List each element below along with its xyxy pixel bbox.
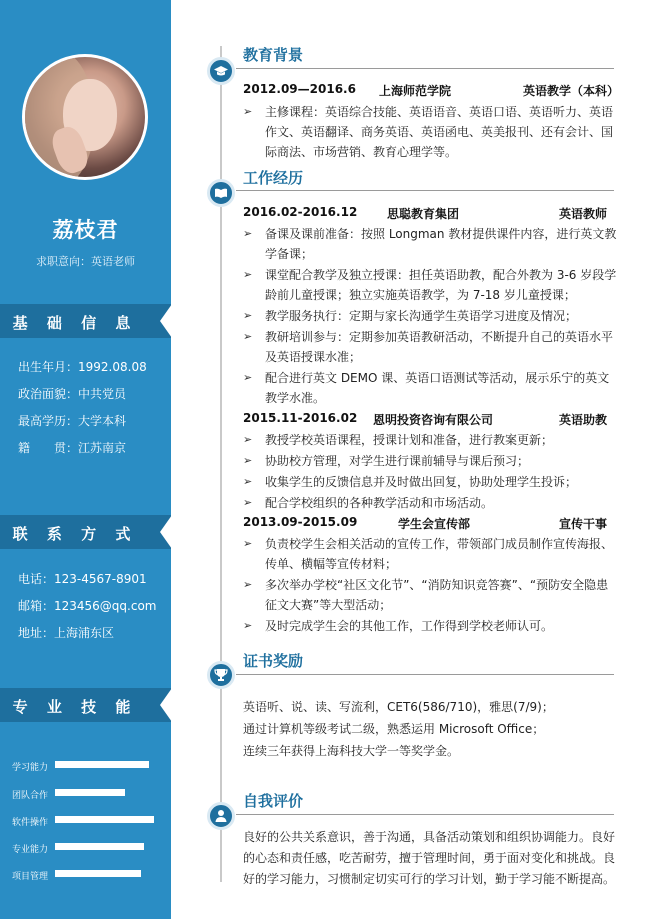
certificates-rule — [236, 674, 614, 675]
job-company: 学生会宣传部 — [398, 517, 471, 531]
skill-bar-fill — [55, 870, 141, 877]
skill-bar-fill — [55, 816, 154, 823]
arrow-icon: ➢ — [243, 268, 253, 281]
contact-address: 地址：上海浦东区 — [18, 626, 115, 640]
job-period: 2016.02-2016.12 — [243, 205, 358, 219]
education-rule — [236, 68, 614, 69]
skills-heading-label: 专 业 技 能 — [12, 698, 138, 716]
skill-label-professional: 专业能力 — [12, 845, 49, 855]
arrow-icon: ➢ — [243, 578, 253, 591]
avatar-photo — [25, 57, 145, 177]
education-school: 上海师范学院 — [379, 84, 452, 98]
skill-bar-professional — [55, 843, 159, 850]
skill-bar-teamwork — [55, 789, 159, 796]
skill-bar-project — [55, 870, 159, 877]
arrow-icon: ➢ — [243, 537, 253, 550]
job-bullet: ➢ 协助校方管理，对学生进行课前辅导与课后预习； — [243, 451, 617, 471]
skill-label-teamwork: 团队合作 — [12, 791, 49, 801]
info-politics: 政治面貌：中共党员 — [18, 387, 127, 401]
education-period: 2012.09—2016.6 — [243, 82, 356, 96]
arrow-icon: ➢ — [243, 454, 253, 467]
skill-label-software: 软件操作 — [12, 818, 49, 828]
job-role: 宣传干事 — [559, 517, 608, 531]
job-bullet: ➢ 多次举办学校“社区文化节”、“消防知识竞答赛”、“预防安全隐患征文大赛”等大型活动； — [243, 575, 617, 615]
book-icon — [207, 179, 235, 207]
skill-bar-learning — [55, 761, 159, 768]
contact-phone: 电话：123-4567-8901 — [18, 572, 147, 586]
work-rule — [236, 190, 614, 191]
timeline-line — [220, 46, 222, 882]
arrow-icon: ➢ — [243, 371, 253, 384]
info-hometown: 籍 贯：江苏南京 — [18, 441, 127, 455]
basic-info-heading-label: 基 础 信 息 — [12, 314, 138, 332]
contact-heading-label: 联 系 方 式 — [12, 525, 138, 543]
job-role: 英语教师 — [559, 207, 608, 221]
info-birth: 出生年月：1992.08.08 — [18, 360, 147, 374]
contact-email: 邮箱：123456@qq.com — [18, 599, 157, 613]
arrow-icon: ➢ — [243, 619, 253, 632]
job-bullet: ➢ 收集学生的反馈信息并及时做出回复，协助处理学生投诉； — [243, 472, 617, 492]
self-eval-text: 良好的公共关系意识，善于沟通，具备活动策划和组织协调能力。良好的心态和责任感，吃苦耐劳，擅于管理时间，勇于面对变化和挑战。良好的学习能力，习惯制定切实可行的学习计划，勤于学习能不断提高。 — [243, 830, 616, 886]
candidate-name: 荔枝君 — [52, 218, 119, 242]
education-major: 英语教学（本科） — [523, 84, 620, 98]
self-eval-rule — [236, 814, 614, 815]
arrow-icon: ➢ — [243, 433, 253, 446]
certificates-title: 证书奖励 — [243, 652, 304, 670]
job-company: 恩明投资咨询有限公司 — [373, 413, 494, 427]
education-title: 教育背景 — [243, 46, 304, 64]
skills-heading — [0, 688, 171, 722]
job-company: 思聪教育集团 — [387, 207, 460, 221]
job-bullet: ➢ 及时完成学生会的其他工作，工作得到学校老师认可。 — [243, 616, 617, 636]
work-title: 工作经历 — [243, 169, 304, 187]
arrow-icon: ➢ — [243, 475, 253, 488]
job-role: 英语助教 — [559, 413, 608, 427]
job-bullet: ➢ 负责校学生会相关活动的宣传工作，带领部门成员制作宣传海报、传单、横幅等宣传材料； — [243, 534, 617, 574]
skill-label-learning: 学习能力 — [12, 763, 49, 773]
trophy-icon — [207, 661, 235, 689]
certificate-line: 通过计算机等级考试二级，熟悉运用 Microsoft Office； — [243, 722, 545, 736]
arrow-icon: ➢ — [243, 309, 253, 322]
self-eval-title: 自我评价 — [243, 792, 304, 810]
avatar — [22, 54, 148, 180]
job-bullet: ➢ 配合进行英文 DEMO 课、英语口语测试等活动，展示乐宁的英文教学水准。 — [243, 368, 617, 408]
job-bullet: ➢ 配合学校组织的各种教学活动和市场活动。 — [243, 493, 617, 513]
certificate-line: 英语听、说、读、写流利，CET6(586/710)，雅思(7/9)； — [243, 700, 554, 714]
certificate-line: 连续三年获得上海科技大学一等奖学金。 — [243, 744, 460, 758]
arrow-icon: ➢ — [243, 227, 253, 240]
job-period: 2015.11-2016.02 — [243, 411, 358, 425]
sidebar — [0, 0, 171, 919]
arrow-icon: ➢ — [243, 496, 253, 509]
skill-label-project: 项目管理 — [12, 872, 49, 882]
job-intent: 求职意向：英语老师 — [36, 255, 135, 268]
basic-info-heading — [0, 304, 171, 338]
skill-bar-fill — [55, 843, 144, 850]
person-icon — [207, 802, 235, 830]
graduation-cap-icon — [207, 57, 235, 85]
skill-bar-fill — [55, 789, 125, 796]
skill-bar-fill — [55, 761, 149, 768]
arrow-icon: ➢ — [243, 330, 253, 343]
job-period: 2013.09-2015.09 — [243, 515, 358, 529]
job-bullet: ➢ 教学服务执行：定期与家长沟通学生英语学习进度及情况； — [243, 306, 617, 326]
skill-bar-software — [55, 816, 159, 823]
info-education: 最高学历：大学本科 — [18, 414, 127, 428]
job-bullet: ➢ 教研培训参与：定期参加英语教研活动，不断提升自己的英语水平及英语授课水准； — [243, 327, 617, 367]
contact-heading — [0, 515, 171, 549]
education-bullet: ➢ 主修课程：英语综合技能、英语语音、英语口语、英语听力、英语作文、英语翻译、商务英语、英语函电、英美报刊、还有会计、国际商法、市场营销、教育心理学等。 — [243, 102, 617, 162]
arrow-icon: ➢ — [243, 105, 253, 118]
job-bullet: ➢ 教授学校英语课程，授课计划和准备，进行教案更新； — [243, 430, 617, 450]
job-bullet: ➢ 备课及课前准备：按照 Longman 教材提供课件内容，进行英文教学备课； — [243, 224, 617, 264]
job-bullet: ➢ 课堂配合教学及独立授课：担任英语助教，配合外教为 3-6 岁段学龄前儿童授课；独立实施英语教学，为 7-18 岁儿童授课； — [243, 265, 617, 305]
